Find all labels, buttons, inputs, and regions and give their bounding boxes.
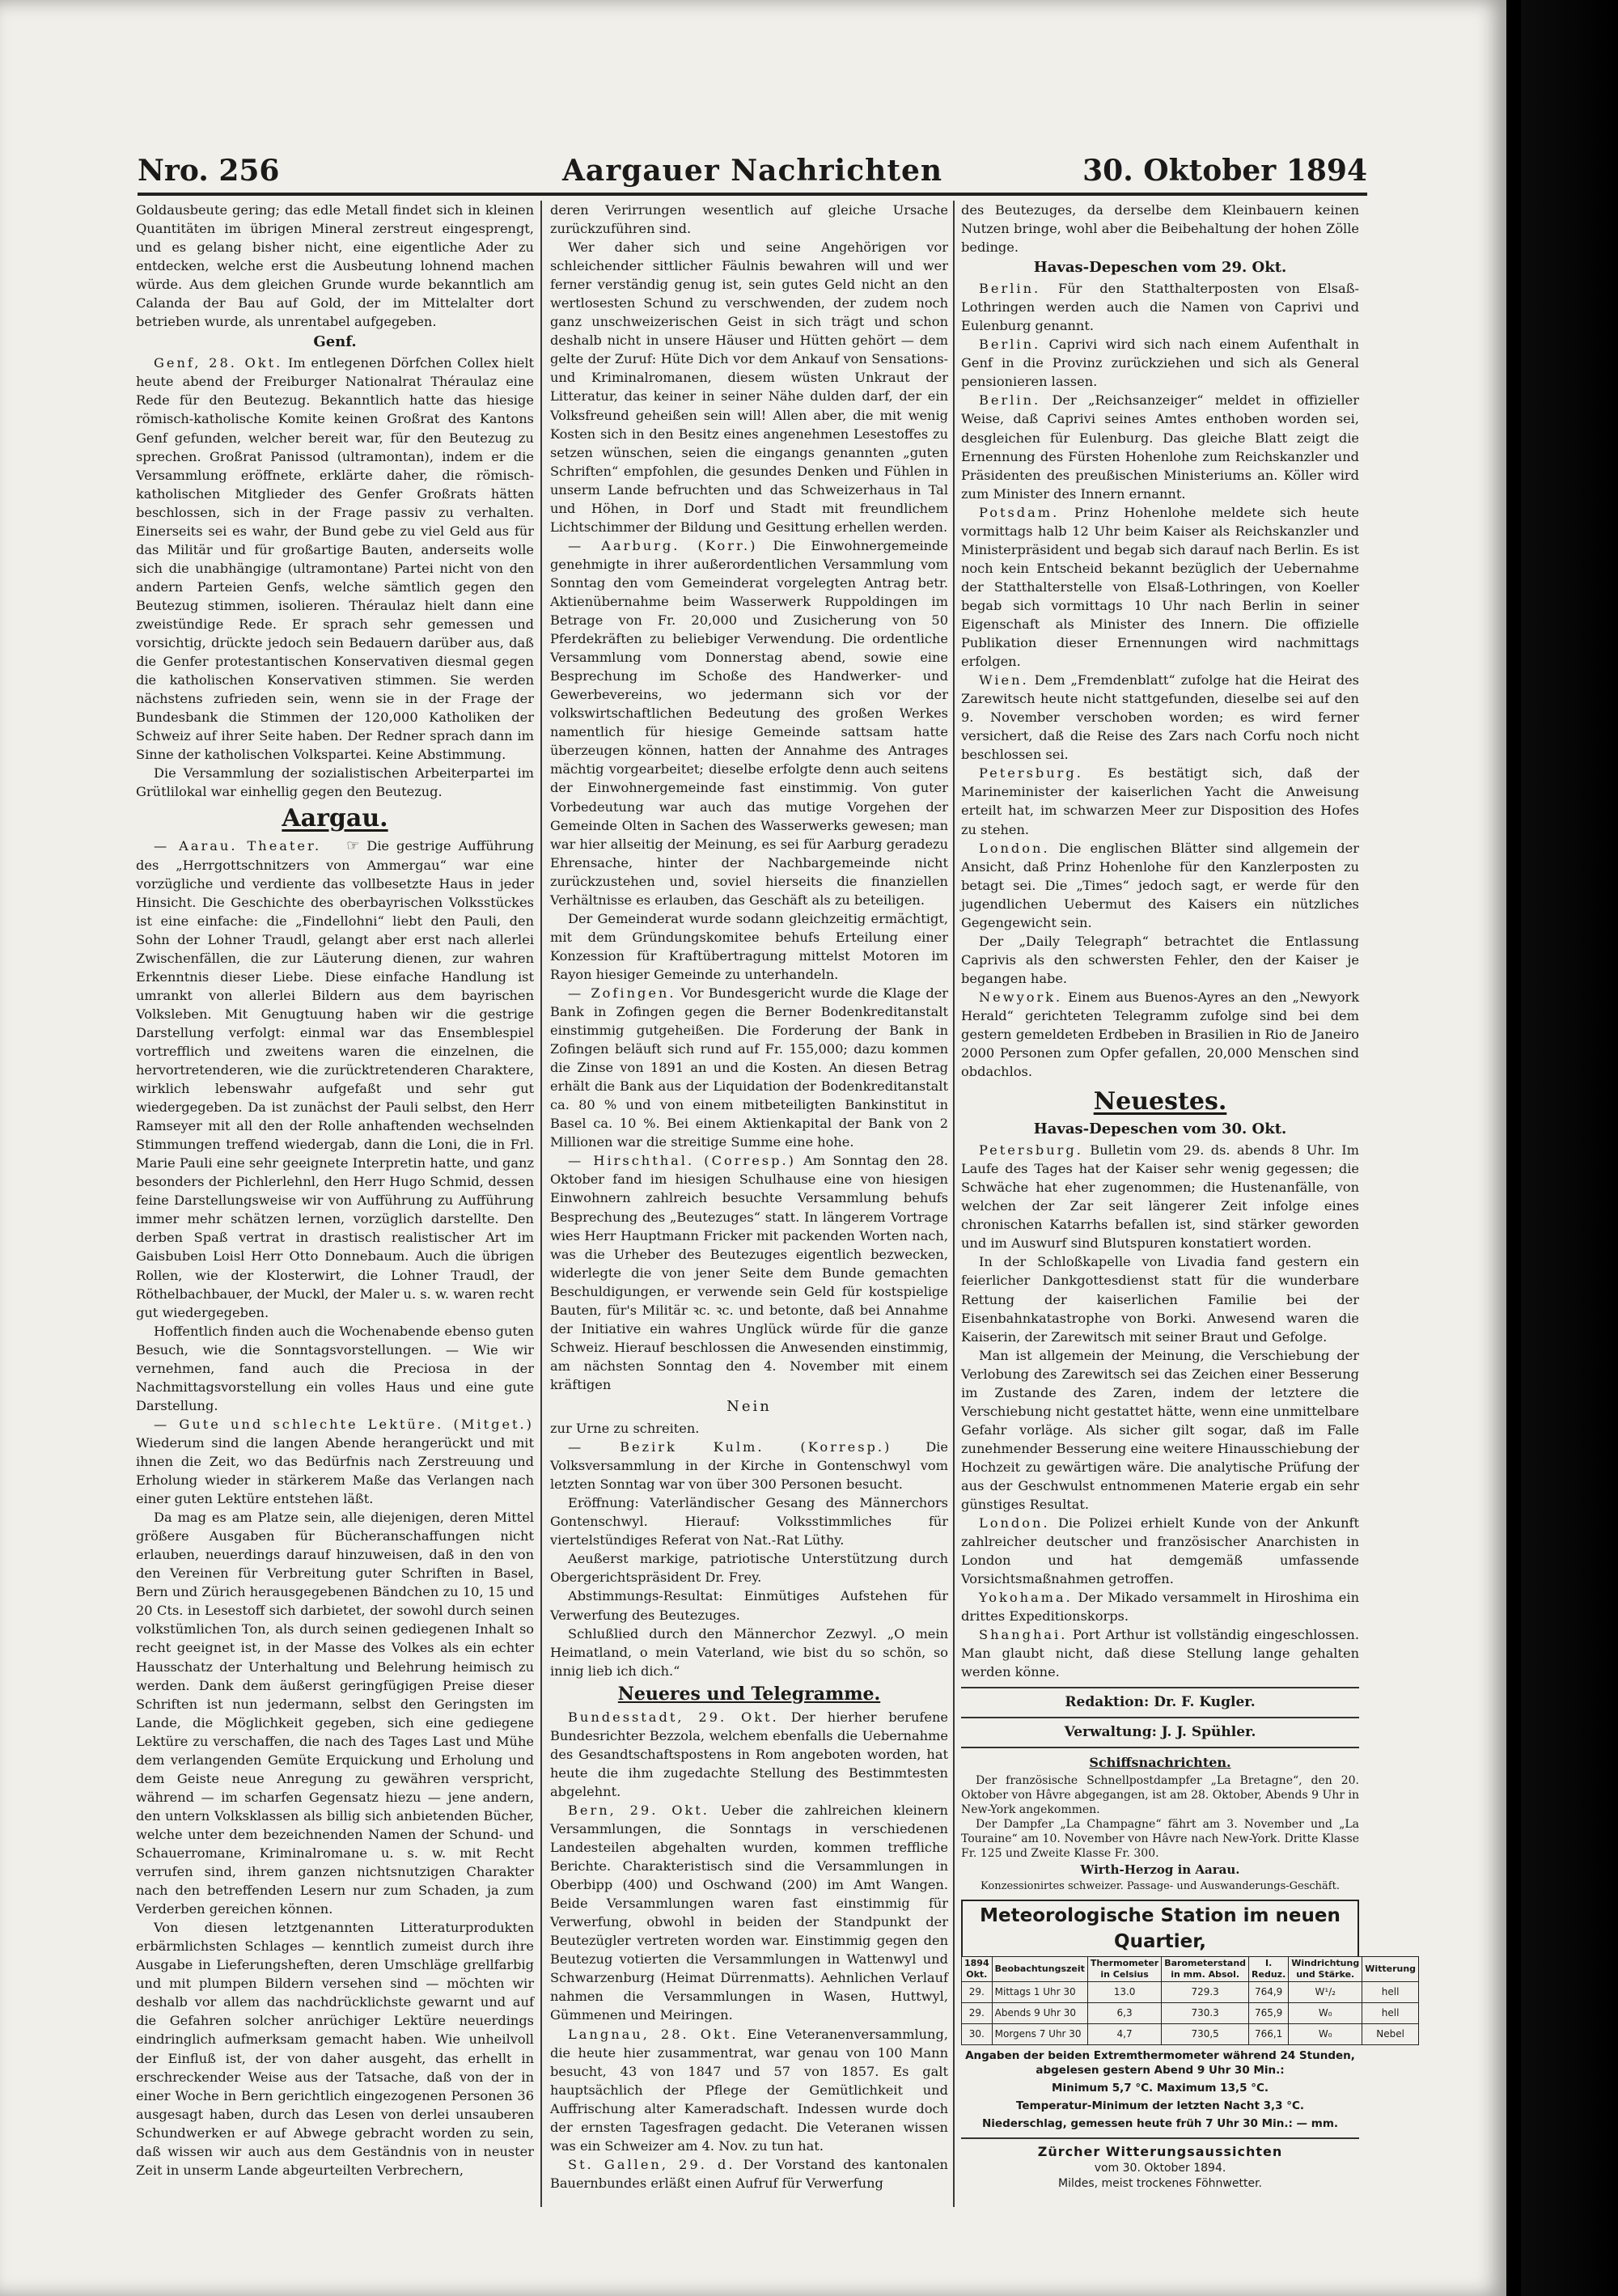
dispatch-entry <box>961 1252 1359 1345</box>
col-header: Beobachtungszeit <box>992 1956 1087 1981</box>
weather-forecast-date: vom 30. Oktober 1894. <box>1094 2161 1226 2175</box>
table-cell-weather: hell <box>1362 1981 1419 2002</box>
article-text: Vor Bundesgericht wurde die Klage der Bank in Zofingen gegen die Berner Bodenkreditanstalt einstimmig gutgeheißen. Die Forderung der Bank in Zofingen beläuft sich rund auf Fr. 155,000; dazu kommen die Zinse von 1891 an und die Kosten. An diesen Betrag erhält die Bank aus der Liquidation der Bodenkreditanstalt ca. 80 % und von einem mitbeteiligten Bankinstitut in Basel ca. 10 %. Bei einem Aktienkapital der Bank von 2 Millionen war die streitige Summe eine hohe. <box>550 985 949 1150</box>
dispatch-entry <box>961 764 1359 838</box>
pointing-hand-icon: ☞ <box>346 837 360 855</box>
dispatch-text: Port Arthur ist vollständig eingeschlossen. Man glaubt nicht, daß diese Stellung lange gehalten werden könne. <box>961 1627 1359 1680</box>
paragraph: Der Dampfer „La Champagne“ fährt am 3. November und „La Touraine“ am 10. November von Hâvre nach New-York. Dritte Klasse Fr. 125 und Zweite Klasse Fr. 300. <box>961 1817 1359 1860</box>
paragraph: Die Versammlung der sozialistischen Arbeiterpartei im Grütlilokal war einhellig gegen den Beutezug. <box>136 765 534 800</box>
dateline: — Bezirk Kulm. (Korresp.) <box>568 1439 892 1455</box>
dispatch-text: Einem aus Buenos-Ayres an den „Newyork Herald“ gerichteten Telegramm zufolge sind bei dem gestern gemeldeten Erdbeben in Brasilien in Rio de Janeiro 2000 Personen zum Opfer gefallen, 20,000 Menschen sind obdachlos. <box>961 989 1359 1080</box>
dateline: London. <box>979 840 1050 856</box>
list-item: Eröffnung: Vaterländischer Gesang des Männerchors Gontenschwyl. Hierauf: Volksstimmliches für viertelstündiges Referat von Nat.-Rat Lüthy. <box>550 1495 948 1548</box>
dateline: Bern, 29. Okt. <box>568 1802 709 1818</box>
section-heading-neueres: Neueres und Telegramme. <box>617 1683 881 1705</box>
dateline: Potsdam. <box>979 504 1060 520</box>
table-cell-abs: 730,5 <box>1162 2023 1249 2044</box>
article-text: Die gestrige Aufführung des „Herrgottschnitzers von Ammergau“ war eine vorzügliche und verdiente das vollbesetzte Haus in jeder Hinsicht. Die Geschichte des oberbayrischen Volksstückes ist eine einfache: die „Findellohni“ liebt den Pauli, den Sohn der Lohner Traudl, gelangt aber erst nach allerlei Zwischenfällen, die zur Läuterung dienen, zur wahren Erkenntnis dieser Liebe. Diese einfache Handlung ist umrankt von allerlei Bildern aus dem bayrischen Volksleben. Mit Genugtuung haben wir die gestrige Darstellung verfolgt: einmal war das Ensemblespiel vortrefflich und zweitens waren die einzelnen, die hervortretenderen, wie die zurücktretenderen Charaktere, wirklich lebenswahr aufgefaßt und sehr gut wiedergegeben. Da ist zunächst der Pauli selbst, den Herr Ramseyer mit all den der Rolle anhaftenden wechselnden Stimmungen treffend wiedergab, dann die Loni, die in Frl. Marie Pauli eine sehr geeignete Interpretin hatte, und ganz besonders der Pichlerlehnl, den Herr Hugo Schmid, dessen feine Darstellungsweise wir von Aufführung zu Aufführung immer mehr schätzen lernen, vorzüglich darstellte. Den derben Spaß vertrat in drastisch realistischer Art im Gaisbuben Loisl Herr Otto Donnebaum. Auch die übrigen Rollen, wie der Klosterwirt, die Lohner Traudl, der Röthelbachbauer, der Muckl, der Maler u. s. w. waren recht gut wiedergegeben. <box>136 838 534 1320</box>
table-cell-abs: 730.3 <box>1162 2002 1249 2023</box>
paragraph-bern <box>550 1801 948 2025</box>
paragraph: Wer daher sich und seine Angehörigen vor schleichender sittlicher Fäulnis bewahren will und wer ferner verständig genug ist, sein gutes Geld nicht an den wertlosesten Schund zu verschwenden, der zudem noch ganz unschweizerischen Geist in sich trägt und schon deshalb nicht in unsere Häuser und Hütten gehört — dem gelte der Zuruf: Hüte Dich vor dem Ankauf von Sensations- und Kriminalromanen, diesem wüsten Unkraut der Litteratur, das keiner in seiner Nähe dulden darf, der ein Volksfreund geheißen sein will! Allen aber, die mit wenig Kosten sich in den Besitz eines angenehmen Lesestoffes zu setzen wünschen, seien die eingangs genannten „guten Schriften“ empfohlen, die gesundes Denken und Fühlen in unserm Lande befruchten und das Schweizerhaus in Tal und Höhen, in Dorf und Stadt mit freundlichem Lichtschimmer der Bildung und Gesittung erhellen werden. <box>550 239 948 535</box>
table-row <box>962 2002 1419 2023</box>
article-text: Die Volksversammlung in der Kirche in Gontenschwyl vom letzten Sonntag war von über 300 Personen besucht. <box>550 1439 948 1493</box>
table-cell-red: 764,9 <box>1249 1981 1289 2002</box>
paragraph-langnau <box>550 2025 948 2155</box>
newspaper-title: Aargauer Nachrichten <box>561 154 943 188</box>
shipping-agent: Wirth-Herzog in Aarau. <box>1080 1862 1240 1877</box>
dateline: Wien. <box>979 672 1029 688</box>
paragraph: Da mag es am Platze sein, alle diejenigen, deren Mittel größere Ausgaben für Bücheranschaffungen nicht erlauben, neuerdings darauf hinzuweisen, daß in den von den Vereinen für Verbreitung guter Schriften in Basel, Bern und Zürich herausgegebenen Bändchen zu 10, 15 und 20 Cts. in Lesestoff sich darbietet, der sowohl durch seinen volkstümlichen Ton, als durch seinen gediegenen Inhalt so recht geeignet ist, in der Masse des Volkes als ein echter Hausschatz der Unterhaltung und Belehrung heimisch zu werden. Dank dem äußerst geringfügigen Preise dieser Schriften ist nun jedermann, selbst den Geringsten im Lande, die Möglichkeit gegeben, sich eine gediegene Lektüre zu verschaffen, die nach des Tages Last und Mühe dem verlangenden Gemüte Erquickung und Erholung und dem Geiste neue Anregung zu gewähren verspricht, während — im scharfen Gegensatz hiezu — jene andern, den untern Volksklassen als billig sich anbietenden Bücher, welche unter dem bezeichnenden Namen der Schund- und Schauerromane, Kriminalromane u. s. w. mit Recht verrufen sind, ihrem ganzen nichtsnutzigen Charakter nach den betreffenden Lesern nur zum Schaden, ja zum Verderben gereichen können. <box>136 1510 534 1917</box>
article-text: Am Sonntag den 28. Oktober fand im hiesigen Schulhause eine von hiesigen Einwohnern zahlreich besuchte Versammlung behufs Besprechung des „Beutezuges“ statt. In längerem Vortrage wies Herr Hauptmann Fricker mit packenden Worten nach, was die Urheber des Beutezuges eigentlich bezwecken, widerlegte die von jener Seite dem Bunde gemachten Beschuldigungen, er verwende sein Geld für kostspielige Bauten, für's Militär ꝛc. ꝛc. und betonte, daß bei Annahme der Initiative ein wahres Unglück würde für die ganze Schweiz. Hierauf beschlossen die Anwesenden einstimmig, am nächsten Sonntag den 4. November mit einem kräftigen <box>550 1153 948 1392</box>
col-header: 1894 Okt. <box>962 1956 993 1981</box>
table-cell-weather: Nebel <box>1362 2023 1419 2044</box>
article-text: Der Vorstand des kantonalen Bauernbundes erläßt einen Aufruf für Verwerfung <box>550 2156 948 2191</box>
article-text: Der hierher berufene Bundesrichter Bezzola, welchem ebenfalls die Uebernahme des Gesandtschaftspostens in Rom angeboten worden, hat heute die ihm zugedachte Stellung des Bestimmtesten abgelehnt. <box>550 1709 948 1799</box>
column-divider <box>953 201 955 2207</box>
dateline: Shanghai. <box>979 1627 1068 1643</box>
divider <box>961 1687 1359 1688</box>
dispatch-text: Bulletin vom 29. ds. abends 8 Uhr. Im Laufe des Tages hat der Kaiser sehr wenig gegessen; die Schwäche hat eher zugenommen; die Hustenanfälle, von welchen der Zar seit längerer Zeit infolge eines chronischen Katarrhs befallen ist, sind stärker geworden und im Auswurf sind Blutspuren konstatiert worden. <box>961 1142 1359 1252</box>
table-cell-abs: 729.3 <box>1162 1981 1249 2002</box>
table-cell-wind: W¹/₂ <box>1289 1981 1362 2002</box>
col-header: Witterung <box>1362 1956 1419 1981</box>
dispatch-text: Caprivi wird sich nach einem Aufenthalt in Genf in die Provinz zurückziehen und sich als General pensionieren lassen. <box>961 337 1359 390</box>
dateline: — Aarburg. (Korr.) <box>568 537 758 553</box>
paragraph: zur Urne zu schreiten. <box>550 1421 700 1437</box>
imprint-redaktion: Redaktion: Dr. F. Kugler. <box>1065 1693 1256 1710</box>
paragraph: Hoffentlich finden auch die Wochenabende ebenso guten Besuch, wie die Sonntagsvorstellungen. — Wie wir vernehmen, fand auch die Preciosa in der Nachmittagsvorstellung ein volles Haus und eine gute Darstellung. <box>136 1323 534 1413</box>
page-number: Nro. 256 <box>138 154 280 188</box>
dateline: Petersburg. <box>979 1142 1083 1159</box>
dispatch-entry <box>961 671 1359 764</box>
divider <box>961 1717 1359 1718</box>
imprint-verwaltung: Verwaltung: J. J. Spühler. <box>1064 1723 1256 1740</box>
section-heading-havas-29: Havas-Depeschen vom 29. Okt. <box>1033 259 1287 277</box>
emphasis-nein: Nein <box>726 1398 772 1415</box>
col-header: I. Reduz. <box>1249 1956 1289 1981</box>
dateline: Bundesstadt, 29. Okt. <box>568 1709 779 1725</box>
table-cell-weather: hell <box>1362 2002 1419 2023</box>
dispatch-entry <box>961 988 1359 1081</box>
dispatch-list <box>961 1141 1359 1681</box>
article-text: Eine Veteranenversammlung, die heute hier zusammentrat, war genau von 100 Mann besucht, 43 von 1847 und 57 von 1857. Es galt hauptsächlich der Pflege der Gemütlichkeit und Auffrischung alter Kameradschaft. Indessen wurde doch der ernsten Tagesfragen gedacht. Die Veteranen wissen was ein Schweizer am 4. Nov. zu tun hat. <box>550 2026 948 2154</box>
dateline: Yokohama. <box>979 1590 1073 1606</box>
paragraph-theater <box>136 837 534 1321</box>
paragraph: Der französische Schnellpostdampfer „La Bretagne“, den 20. Oktober von Hâvre abgegangen, ist am 28. Oktober, Abends 9 Uhr in New-York angekommen. <box>961 1773 1359 1816</box>
table-cell-time: Mittags 1 Uhr 30 <box>992 1981 1087 2002</box>
paragraph-aarburg <box>550 536 948 909</box>
paragraph-bundesstadt <box>550 1708 948 1801</box>
paragraph-kulm <box>550 1438 948 1493</box>
dispatch-text: Die englischen Blätter sind allgemein der Ansicht, daß Prinz Hohenlohe für den Kanzlerposten zu betagt sei. Die „Times“ jedoch sagt, er werde für den jugendlichen Uebermut des Kaisers ein nützliches Gegengewicht sein. <box>961 840 1359 930</box>
section-heading-genf: Genf. <box>313 333 357 351</box>
dateline: Petersburg. <box>979 765 1083 782</box>
table-cell-time: Abends 9 Uhr 30 <box>992 2002 1087 2023</box>
dispatch-text: Der Mikado versammelt in Hiroshima ein drittes Expeditionskorps. <box>961 1590 1359 1625</box>
dateline: Berlin. <box>979 392 1041 409</box>
article-text: Die Einwohnergemeinde genehmigte in ihrer außerordentlichen Versammlung vom Sonntag den vom Gemeinderat vorgelegten Antrag betr. Aktienübernahme beim Wasserwerk Ruppoldingen im Betrage von Fr. 20,000 und Zusicherung von 50 Pferdekräften zu beliebiger Verwendung. Die ordentliche Versammlung vom Donnerstag abend, sowie eine Besprechung im Schoße des Handwerker- und Gewerbevereins, wo jedermann sich vor der volkswirtschaftlichen Bedeutung des großen Werkes namentlich für hiesige Gemeinde sattsam hatte überzeugen können, hatten der Annahme des Antrages mächtig vorgearbeitet; dieselbe erfolgte denn auch seitens der Einwohnergemeinde fast einstimmig. Von guter Vorbedeutung war auch das mutige Vorgehen der Gemeinde Olten in Sachen des Wasserwerks gewesen; man war hier allseitig der Meinung, es sei für Aarburg geradezu Ehrensache, hinter der Nachbargemeinde nicht zurückzustehen und, soviel hierseits die finanziellen Verhältnisse es erlauben, das Geschäft als zu beteiligen. <box>550 537 948 908</box>
table-cell-temp: 6,3 <box>1087 2002 1161 2023</box>
table-cell-temp: 4,7 <box>1087 2023 1161 2044</box>
table-cell-day: 29. <box>962 1981 993 2002</box>
shipping-heading: Schiffsnachrichten. <box>1089 1754 1231 1770</box>
meteo-footnote: Angaben der beiden Extremthermometer während 24 Stunden, abgelesen gestern Abend 9 Uhr 30 Min.: <box>965 2048 1355 2077</box>
table-cell-red: 765,9 <box>1249 2002 1289 2023</box>
scan-dark-margin <box>1521 0 1618 2296</box>
table-cell-time: Morgens 7 Uhr 30 <box>992 2023 1087 2044</box>
paragraph: Der Gemeinderat wurde sodann gleichzeitig ermächtigt, mit dem Gründungskomitee behufs Erteilung einer Konzession für Kraftübertragung mittelst Motoren im Rayon hiesiger Gemeinde zu unterhandeln. <box>550 910 948 982</box>
dispatch-text: Der „Reichsanzeiger“ meldet in offizieller Weise, daß Caprivi seines Amtes enthoben worden sei, desgleichen für Eulenburg. Das gleiche Blatt zeigt die Ernennung des Fürsten Hohenlohe zum Reichskanzler und Präsidenten des preußischen Ministeriums an. Köller wird zum Minister des Innern ernannt. <box>961 392 1359 502</box>
meteo-footnote: Niederschlag, gemessen heute früh 7 Uhr 30 Min.: — mm. <box>981 2116 1339 2130</box>
paragraph: des Beutezuges, da derselbe dem Kleinbauern keinen Nutzen bringe, wohl aber die Beibehaltung der hohen Zölle bedinge. <box>961 202 1359 256</box>
dispatch-text: Man ist allgemein der Meinung, die Verschiebung der Verlobung des Zarewitsch sei das Zeichen einer Besserung im Zustande des Zaren, indem der letztere die Verschiebung nicht gestattet hätte, wenn eine unmittelbare Gefahr vorläge. Als sicher gilt sogar, daß im Falle zunehmender Besserung eine weitere Hinausschiebung der Hochzeit zu gewärtigen wäre. Die analytische Prüfung der aus der Geschwulst entnommenen Materie ergab ein sehr günstiges Resultat. <box>961 1347 1359 1513</box>
paragraph: Von diesen letztgenannten Litteraturprodukten erbärmlichsten Schlages — kenntlich zumeist durch ihre Ausgabe in Lieferungsheften, deren Umschläge grellfarbig und mit plumpen Bildern versehen sind — möchten wir deshalb vor allem das nachdrücklichste gewarnt und auf die Gefahren solcher anrüchiger Lektüre neuerdings eindringlich aufmerksam gemacht haben. Wie unheilvoll der Einfluß ist, der von daher ausgeht, das erhellt in erschreckender Weise aus der Tatsache, daß von der in einer Woche in Bern gerichtlich eingezogenen Personen 36 ausgesagt haben, durch das Lesen von derlei unsauberen Schundwerken er auf Abwege gebracht worden zu sein, daß wissen wir auch aus dem Geständnis von in neuster Zeit in unserm Lande abgeurteilten Verbrechern, <box>136 1920 534 2178</box>
dateline: Berlin. <box>979 281 1041 297</box>
dispatch-entry <box>961 1346 1359 1514</box>
dispatch-text: Die Polizei erhielt Kunde von der Ankunft zahlreicher deutscher und französischer Anarchisten in London und hat demgemäß umfassende Vorsichtsmaßnahmen getroffen. <box>961 1515 1359 1587</box>
dateline: Genf, 28. Okt. <box>154 355 283 371</box>
section-heading-aargau: Aargau. <box>282 804 388 833</box>
paragraph-lektuere <box>136 1415 534 1508</box>
column-1 <box>136 201 534 2207</box>
dispatch-text: Für den Statthalterposten von Elsaß-Lothringen werden auch die Namen von Caprivi und Eulenburg genannt. <box>961 281 1359 334</box>
header-rule <box>138 193 1367 196</box>
dispatch-entry <box>961 335 1359 391</box>
paragraph-hirschthal <box>550 1151 948 1394</box>
paragraph-zofingen <box>550 984 948 1151</box>
meteo-title: Meteorologische Station im neuen Quartier, <box>961 1900 1359 1956</box>
col-header: Barometerstand in mm. Absol. <box>1162 1956 1249 1981</box>
dispatch-text: Es bestätigt sich, daß der Marineminister der kaiserlichen Yacht die Anweisung erteilt hat, im schwarzen Meer zur Disposition des Hofes zu stehen. <box>961 765 1359 837</box>
dispatch-entry <box>961 839 1359 932</box>
table-cell-wind: W₀ <box>1289 2023 1362 2044</box>
shipping-agent-desc: Konzessionirtes schweizer. Passage- und Auswanderungs-Geschäft. <box>981 1879 1340 1892</box>
article-text: Wiederum sind die langen Abende herangerückt und mit ihnen die Zeit, wo das Bedürfnis nach Zerstreuung und Erholung wieder in stärkerem Maße das Verlangen nach einer guten Lektüre entstehen läßt. <box>136 1434 534 1507</box>
table-cell-day: 29. <box>962 2002 993 2023</box>
dateline: Newyork. <box>979 989 1063 1005</box>
section-heading-neuestes: Neuestes. <box>1093 1087 1227 1116</box>
weather-forecast-title: Zürcher Witterungsaussichten <box>961 2137 1359 2161</box>
table-cell-wind: W₀ <box>1289 2002 1362 2023</box>
shipping-notice <box>961 1753 1359 1893</box>
dispatch-text: Der „Daily Telegraph“ betrachtet die Entlassung Caprivis als den schwersten Fehler, den der Kaiser je begangen habe. <box>961 933 1359 986</box>
dispatch-entry <box>961 279 1359 335</box>
article-text: Im entlegenen Dörfchen Collex hielt heute abend der Freiburger Nationalrat Théraulaz eine Rede für den Beutezug. Bekanntlich hatte das hiesige römisch-katholische Komite keinen Großrat des Kantons Genf gefunden, welcher bereit war, für den Beutezug zu sprechen. Großrat Panissod (ultramontan), indem er die Versammlung eröffnete, erklärte daher, die römisch-katholischen Mitglieder des Genfer Großrats hätten beschlossen, sich in der Frage passiv zu verhalten. Einerseits sei es wahr, der Bund gebe zu viel Geld aus für das Militär und für großartige Bauten, anderseits wolle sich die unabhängige (ultramontane) Partei nicht von den andern Parteien Genfs, welche sämtlich gegen den Beutezug stimmen, isolieren. Théraulaz hielt dann eine zweistündige Rede. Er sprach sehr gemessen und vorsichtig, drückte jedoch sein Bedauern darüber aus, daß die Genfer protestantischen Konservativen diesmal gegen die katholischen Konservativen stimmen. Sie werden nächstens zufrieden sein, wenn sie in der Frage der Bundesbank die Stimmen der 120,000 Katholiken der Schweiz auf ihrer Seite haben. Der Redner sprach dann im Sinne der katholischen Volkspartei. Keine Abstimmung. <box>136 355 534 763</box>
dateline: — Zofingen. <box>568 985 676 1001</box>
paragraph: Goldausbeute gering; das edle Metall findet sich in kleinen Quantitäten im übrigen Mineral zerstreut eingesprengt, und es gelang bisher nicht, eine eigentliche Ader zu entdecken, welche erst die Ausbeutung lohnend machen würde. Aus dem gleichen Grunde wurde bekanntlich am Calanda der Bau auf Gold, der im Mittelalter dort betrieben wurde, als unrentabel aufgegeben. <box>136 202 534 330</box>
section-heading-havas-30: Havas-Depeschen vom 30. Okt. <box>1033 1120 1287 1138</box>
dispatch-entry <box>961 1588 1359 1625</box>
paragraph-stgallen <box>550 2155 948 2192</box>
dispatch-list <box>961 279 1359 1081</box>
dispatch-text: Dem „Fremdenblatt“ zufolge hat die Heirat des Zarewitsch heute nicht stattgefunden, dieselbe sei auf den 9. November verschoben worden; es wird ferner versichert, daß die Reise des Zars nach Corfu noch nicht beschlossen sei. <box>961 672 1359 763</box>
divider <box>961 1747 1359 1748</box>
meteo-footnote: Temperatur-Minimum der letzten Nacht 3,3 °C. <box>1015 2099 1305 2112</box>
paragraph-genf <box>136 354 534 764</box>
dispatch-entry <box>961 503 1359 671</box>
col-header: Thermometer in Celsius <box>1087 1956 1161 1981</box>
table-cell-red: 766,1 <box>1249 2023 1289 2044</box>
dateline: Berlin. <box>979 337 1041 353</box>
column-2 <box>550 201 948 2207</box>
meteo-footnote: Minimum 5,7 °C. Maximum 13,5 °C. <box>1052 2081 1269 2095</box>
table-row <box>962 2023 1419 2044</box>
dispatch-text: Prinz Hohenlohe meldete sich heute vormittags halb 12 Uhr beim Kaiser als Reichskanzler und Ministerpräsident und begab sich darauf nach Berlin. Es ist noch kein Entscheid bekannt bezüglich der Uebernahme der Statthalterstelle von Elsaß-Lothringen, von Koeller begab sich vormittags 10 Uhr nach Berlin in seiner Eigenschaft als Minister des Innern. Die offizielle Publikation dieser Ernennungen wird nachmittags erfolgen. <box>961 504 1359 670</box>
article-text: Ueber die zahlreichen kleinern Versammlungen, die Sonntags in verschiedenen Landesteilen abgehalten wurden, kommen treffliche Berichte. Charakteristisch sind die Versammlungen in Oberbipp (400) und Oschwand (200) im Amt Wangen. Beide Versammlungen waren fast einstimmig für Verwerfung, obwohl in beiden der Standpunkt der Beutezügler vertreten worden war. Einstimmig gegen den Beutezug votierten die Versammlungen in Wattenwyl und Schwarzenburg (Heimat Dürrenmatts). Aehnlichen Verlauf nahmen die Versammlungen in Wasen, Huttwyl, Gümmenen und Meiringen. <box>550 1802 948 2023</box>
dateline: — Gute und schlechte Lektüre. (Mitget.) <box>154 1416 534 1432</box>
issue-date: 30. Oktober 1894 <box>1082 154 1367 188</box>
dispatch-entry <box>961 1625 1359 1681</box>
dateline: Langnau, 28. Okt. <box>568 2026 739 2042</box>
dateline: St. Gallen, 29. d. <box>568 2156 735 2172</box>
dispatch-entry <box>961 932 1359 988</box>
dateline: — Aarau. Theater. <box>154 838 322 854</box>
dateline: — Hirschthal. (Corresp.) <box>568 1153 796 1169</box>
dispatch-text: In der Schloßkapelle von Livadia fand gestern ein feierlicher Dankgottesdienst statt für die wunderbare Rettung der kaiserlichen Familie bei der Eisenbahnkatastrophe von Borki. Anwesend waren die Kaiserin, der Zarewitsch mit seiner Braut und Gefolge. <box>961 1254 1359 1345</box>
col-header: Windrichtung und Stärke. <box>1289 1956 1362 1981</box>
dispatch-entry <box>961 1141 1359 1252</box>
list-item: Schlußlied durch den Männerchor Zezwyl. „O mein Heimatland, o mein Vaterland, wie bist du so schön, so innig lieb ich dich.“ <box>550 1625 948 1679</box>
dispatch-entry <box>961 391 1359 502</box>
table-row <box>962 1981 1419 2002</box>
column-divider <box>540 201 542 2207</box>
list-item: Abstimmungs-Resultat: Einmütiges Aufstehen für Verwerfung des Beutezuges. <box>550 1588 948 1623</box>
weather-forecast-text: Mildes, meist trockenes Föhnwetter. <box>1057 2176 1263 2190</box>
dateline: London. <box>979 1515 1050 1531</box>
column-3 <box>961 201 1417 2207</box>
dispatch-entry <box>961 1514 1359 1588</box>
list-item: Aeußerst markige, patriotische Unterstützung durch Obergerichtspräsident Dr. Frey. <box>550 1551 948 1586</box>
table-cell-temp: 13.0 <box>1087 1981 1161 2002</box>
table-cell-day: 30. <box>962 2023 993 2044</box>
paragraph: deren Verirrungen wesentlich auf gleiche Ursache zurückzuführen sind. <box>550 202 948 237</box>
meteo-table <box>961 1956 1419 2045</box>
